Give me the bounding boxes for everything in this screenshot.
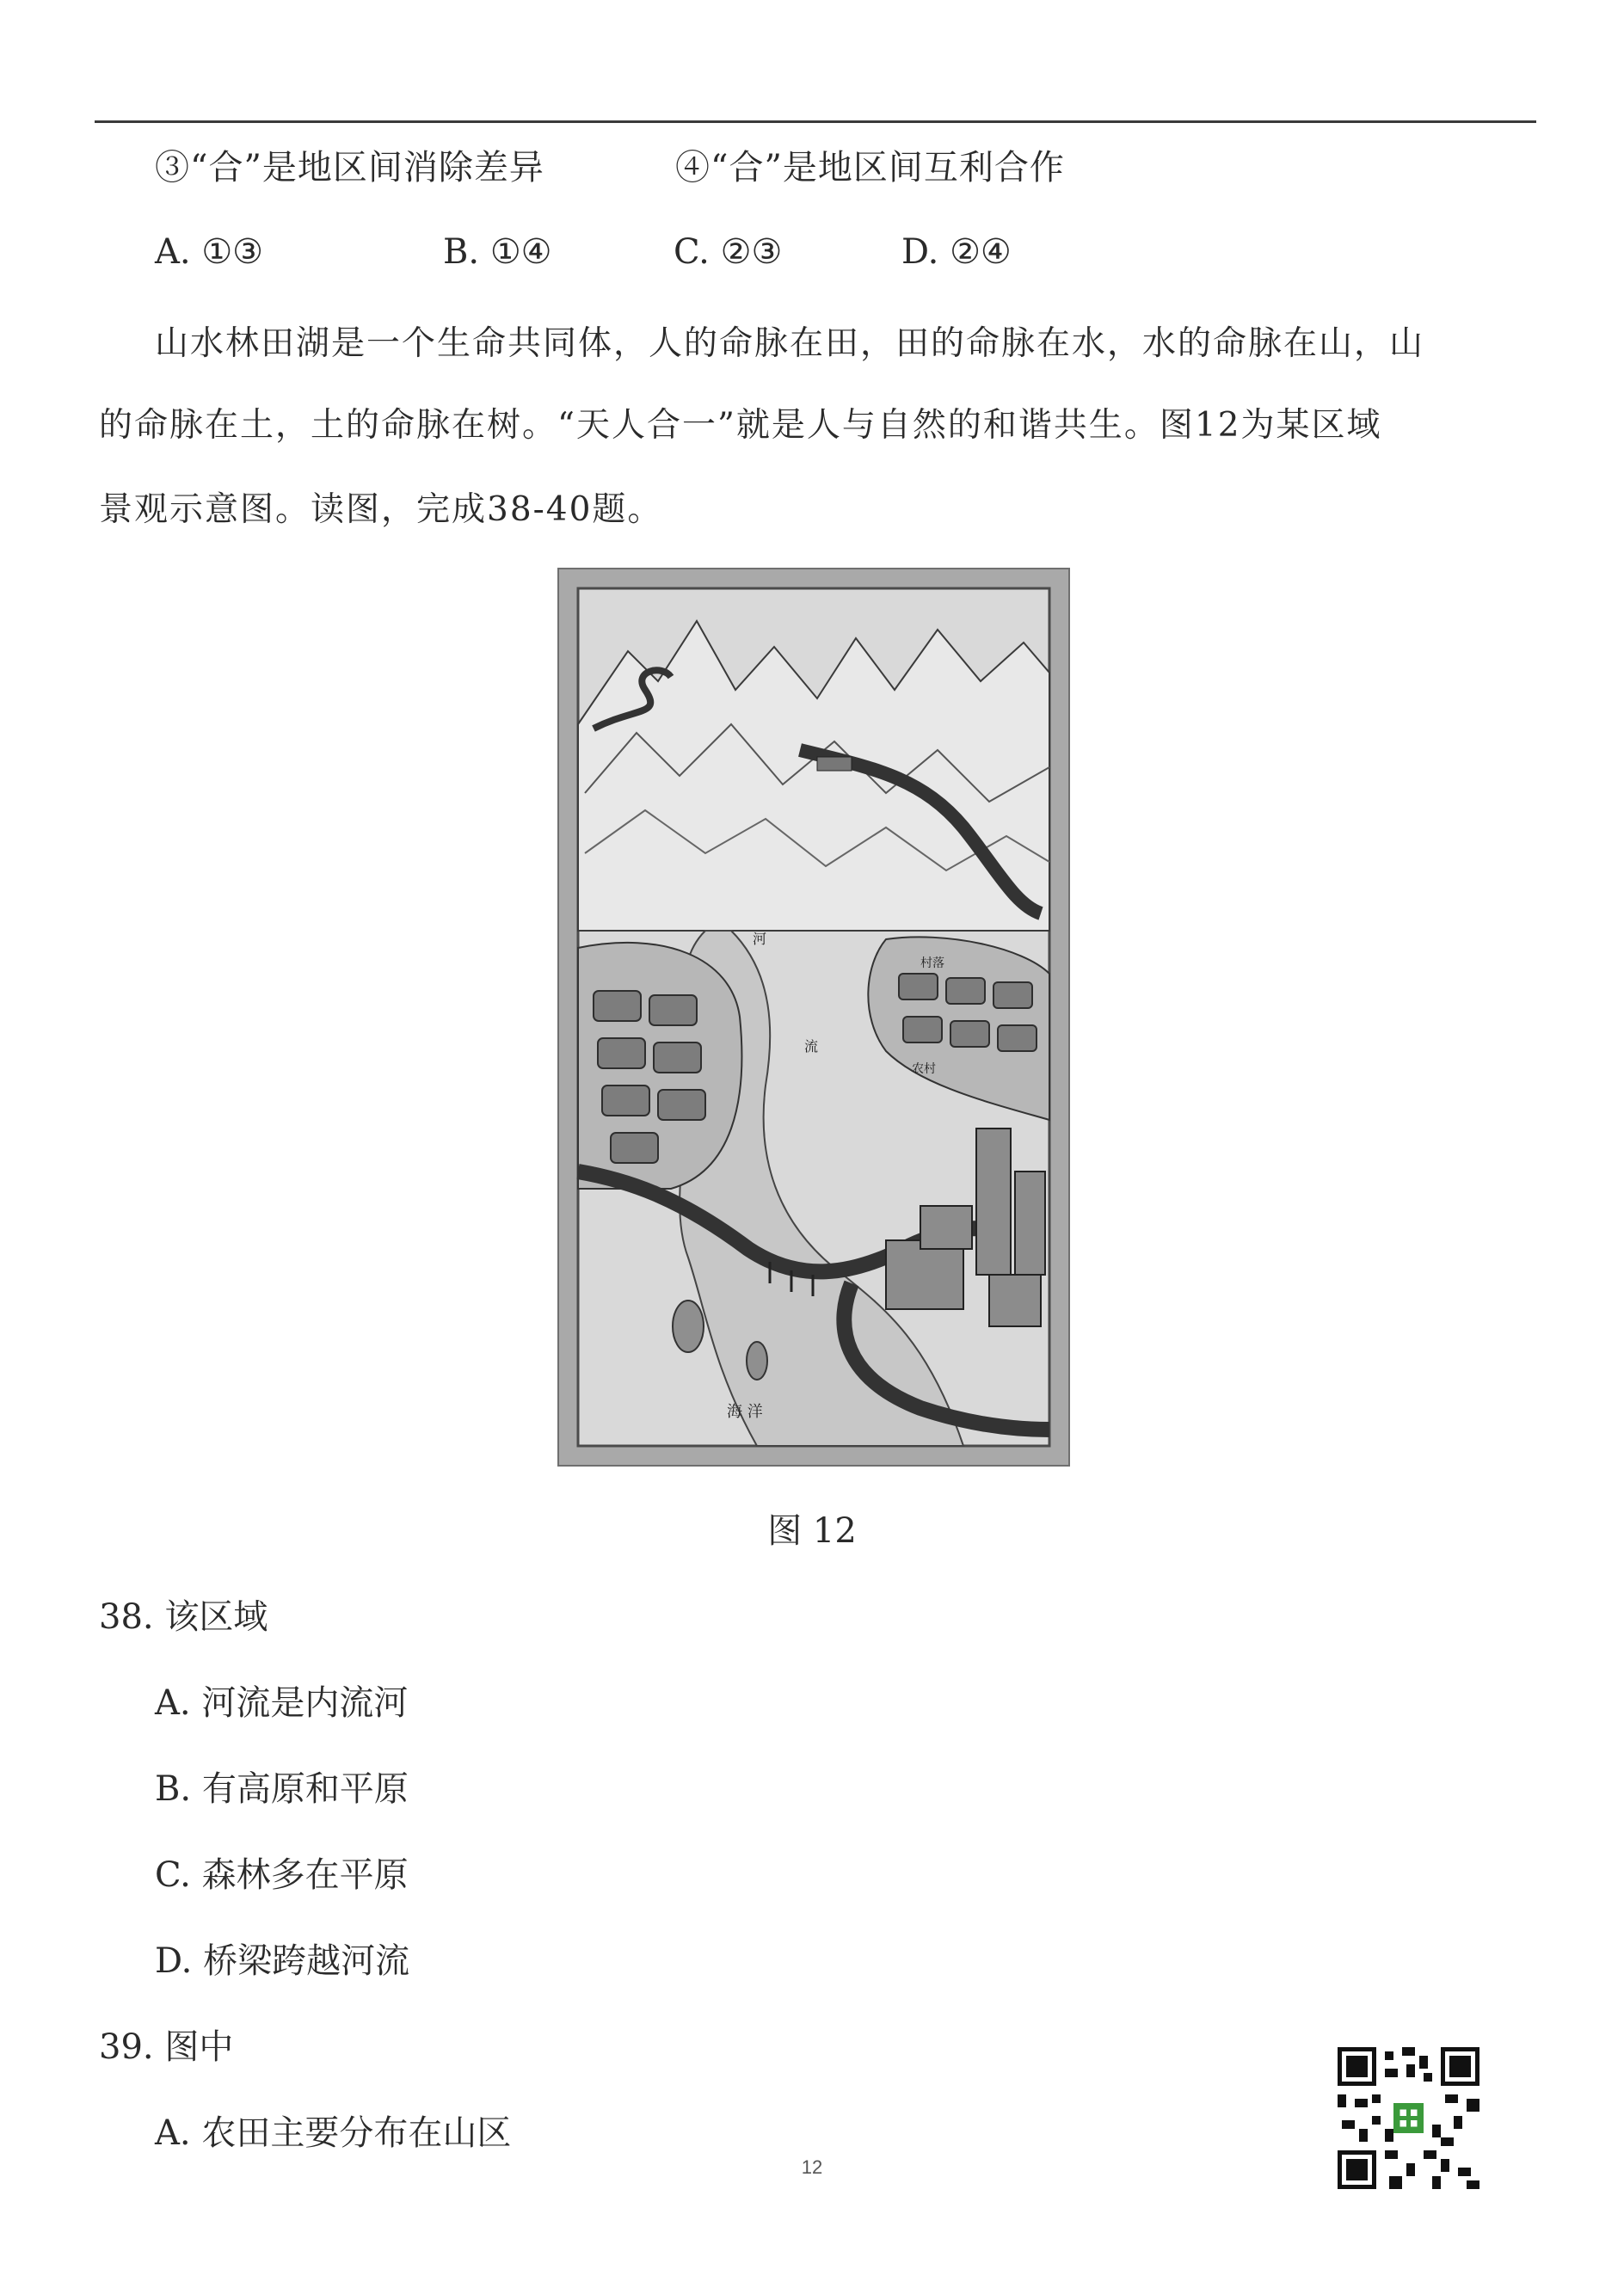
q38-option-b: B. 有高原和平原 bbox=[155, 1769, 409, 1809]
label-village-2: 农村 bbox=[912, 1062, 936, 1076]
label-ocean: 海 洋 bbox=[727, 1403, 763, 1421]
q38-option-a: A. 河流是内流河 bbox=[155, 1683, 409, 1723]
q38-stem: 38. 该区域 bbox=[99, 1597, 268, 1637]
choice-b: B. ①④ bbox=[443, 232, 552, 272]
q38-option-c: C. 森林多在平原 bbox=[155, 1855, 409, 1895]
label-village-1: 村落 bbox=[920, 956, 944, 970]
header-rule bbox=[95, 120, 1536, 123]
q38-option-d: D. 桥梁跨越河流 bbox=[155, 1941, 410, 1981]
page-number: 12 bbox=[801, 2156, 823, 2178]
label-river-upper: 河 bbox=[753, 931, 767, 947]
landscape-figure bbox=[557, 568, 1070, 1467]
landscape-illustration bbox=[559, 569, 1068, 1465]
figure-caption: 图 12 bbox=[767, 1511, 857, 1551]
choice-c: C. ②③ bbox=[674, 232, 783, 272]
choice-d: D. ②④ bbox=[901, 232, 1012, 272]
intro-line-2: 的命脉在土，土的命脉在树。“天人合一”就是人与自然的和谐共生。图12为某区域 bbox=[99, 406, 1382, 445]
q39-stem: 39. 图中 bbox=[99, 2027, 234, 2067]
option-item-3: ③“合”是地区间消除差异 bbox=[155, 148, 544, 188]
q39-option-a: A. 农田主要分布在山区 bbox=[155, 2113, 512, 2153]
qr-code-icon[interactable] bbox=[1338, 2047, 1479, 2189]
label-river-lower: 流 bbox=[804, 1038, 819, 1055]
choice-a: A. ①③ bbox=[155, 232, 264, 272]
intro-line-1: 山水林田湖是一个生命共同体，人的命脉在田，田的命脉在水，水的命脉在山，山 bbox=[155, 324, 1425, 363]
intro-line-3: 景观示意图。读图，完成38-40题。 bbox=[99, 490, 663, 529]
option-item-4: ④“合”是地区间互利合作 bbox=[675, 148, 1065, 188]
